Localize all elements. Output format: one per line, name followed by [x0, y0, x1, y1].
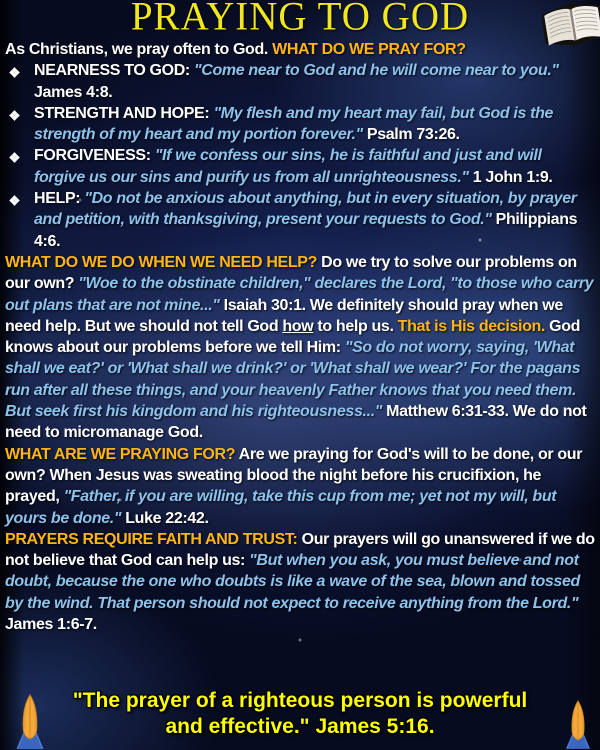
text-segment-plain: Matthew 6:31-33. We do not need to micromanage God.: [5, 403, 587, 442]
diamond-bullet-icon: [5, 103, 34, 146]
text-segment-quote: "My flesh and my heart may fail, but God is the strength of my heart and my portion forever.": [34, 104, 554, 144]
text-segment-heading: PRAYERS REQUIRE FAITH AND TRUST:: [5, 530, 302, 548]
text-segment-plain: FORGIVENESS:: [34, 147, 155, 165]
bullet-text: [34, 103, 595, 146]
diamond-bullet-icon: [5, 145, 34, 188]
text-segment-quote: "If we confess our sins, he is faithful and just and will forgive us our sins and purify us from all unrighteousness.": [34, 147, 542, 186]
footer-quote: "The prayer of a righteous person is powerful and effective." James 5:16.: [72, 689, 528, 738]
text-segment-plain: Luke 22:42.: [121, 509, 209, 527]
bullet-text: [34, 188, 595, 252]
text-segment-quote: "So do not worry, saying, 'What shall we eat?' or 'What shall we drink?' or 'What shall we wear?' For the pagans run after all these things, and your heavenly Father knows that you need them. But seek first his kingdom and his righteousness...": [5, 339, 581, 421]
text-segment-plain: NEARNESS TO GOD:: [34, 62, 194, 80]
body-paragraph: [5, 529, 595, 635]
intro-paragraph: [5, 39, 595, 60]
text-segment-plain: to help us.: [313, 317, 398, 335]
bullet-item: [5, 60, 595, 103]
text-segment-heading: WHAT ARE WE PRAYING FOR?: [5, 445, 239, 463]
text-segment-quote: "Father, if you are willing, take this cup from me; yet not my will, but yours be done.": [5, 488, 557, 527]
diamond-bullet-icon: [5, 188, 34, 252]
bullet-item: [5, 145, 595, 188]
body-paragraph: [5, 444, 595, 529]
text-segment-plain: 1 John 1:9.: [468, 168, 553, 186]
text-segment-plain: James 1:6-7.: [5, 616, 97, 634]
text-segment-plain: STRENGTH AND HOPE:: [34, 104, 214, 122]
text-segment-quote: "Do not be anxious about anything, but in every situation, by prayer and petition, with thanksgiving, present your requests to God.": [34, 190, 577, 229]
diamond-bullet-icon: [5, 60, 34, 103]
text-segment-heading: That is His decision.: [397, 317, 546, 335]
text-segment-plain: God knows about our problems before we tell Him:: [5, 317, 581, 357]
text-segment-heading: WHAT DO WE PRAY FOR?: [272, 41, 466, 58]
bullet-item: [5, 188, 595, 252]
text-segment-plain: Are we praying for God's will to be done, or our own? When Jesus was sweating blood the night before his crucifixion, he prayed,: [5, 445, 583, 506]
text-segment-heading: WHAT DO WE DO WHEN WE NEED HELP?: [5, 253, 322, 271]
text-segment-plain: Our prayers will go unanswered if we do not believe that God can help us:: [5, 530, 595, 570]
text-segment-quote: "Woe to the obstinate children," declares the Lord, "to those who carry out plans that are not mine...": [5, 275, 594, 314]
text-segment-quote: "But when you ask, you must believe and not doubt, because the one who doubts is like a wave of the sea, blown and tossed by the wind. That person should not expect to receive anything from the Lord.": [5, 552, 580, 612]
text-segment-plain: As Christians, we pray often to God.: [5, 41, 273, 58]
text-segment-underline: how: [282, 317, 314, 335]
text-segment-plain: Do we try to solve our problems on our own?: [5, 253, 577, 293]
text-segment-plain: Psalm 73:26.: [362, 126, 460, 144]
text-segment-quote: "Come near to God and he will come near to you.": [194, 62, 559, 80]
bullet-item: [5, 103, 595, 146]
praying-hands-icon-right: [562, 698, 594, 750]
page-title: PRAYING TO GOD: [130, 0, 470, 39]
text-segment-plain: Philippians 4:6.: [34, 211, 578, 250]
text-segment-plain: James 4:8.: [34, 83, 113, 101]
bullet-text: [34, 145, 595, 188]
body-paragraphs: [5, 252, 595, 635]
praying-hands-icon-left: [12, 692, 48, 750]
body-content: [5, 39, 595, 635]
text-segment-plain: HELP:: [34, 190, 85, 208]
body-paragraph: [5, 252, 595, 444]
bullet-text: [34, 60, 595, 103]
bullet-list: [5, 60, 595, 252]
text-segment-plain: Isaiah 30:1. We definitely should pray when we need help. But we should not tell God: [5, 296, 563, 335]
